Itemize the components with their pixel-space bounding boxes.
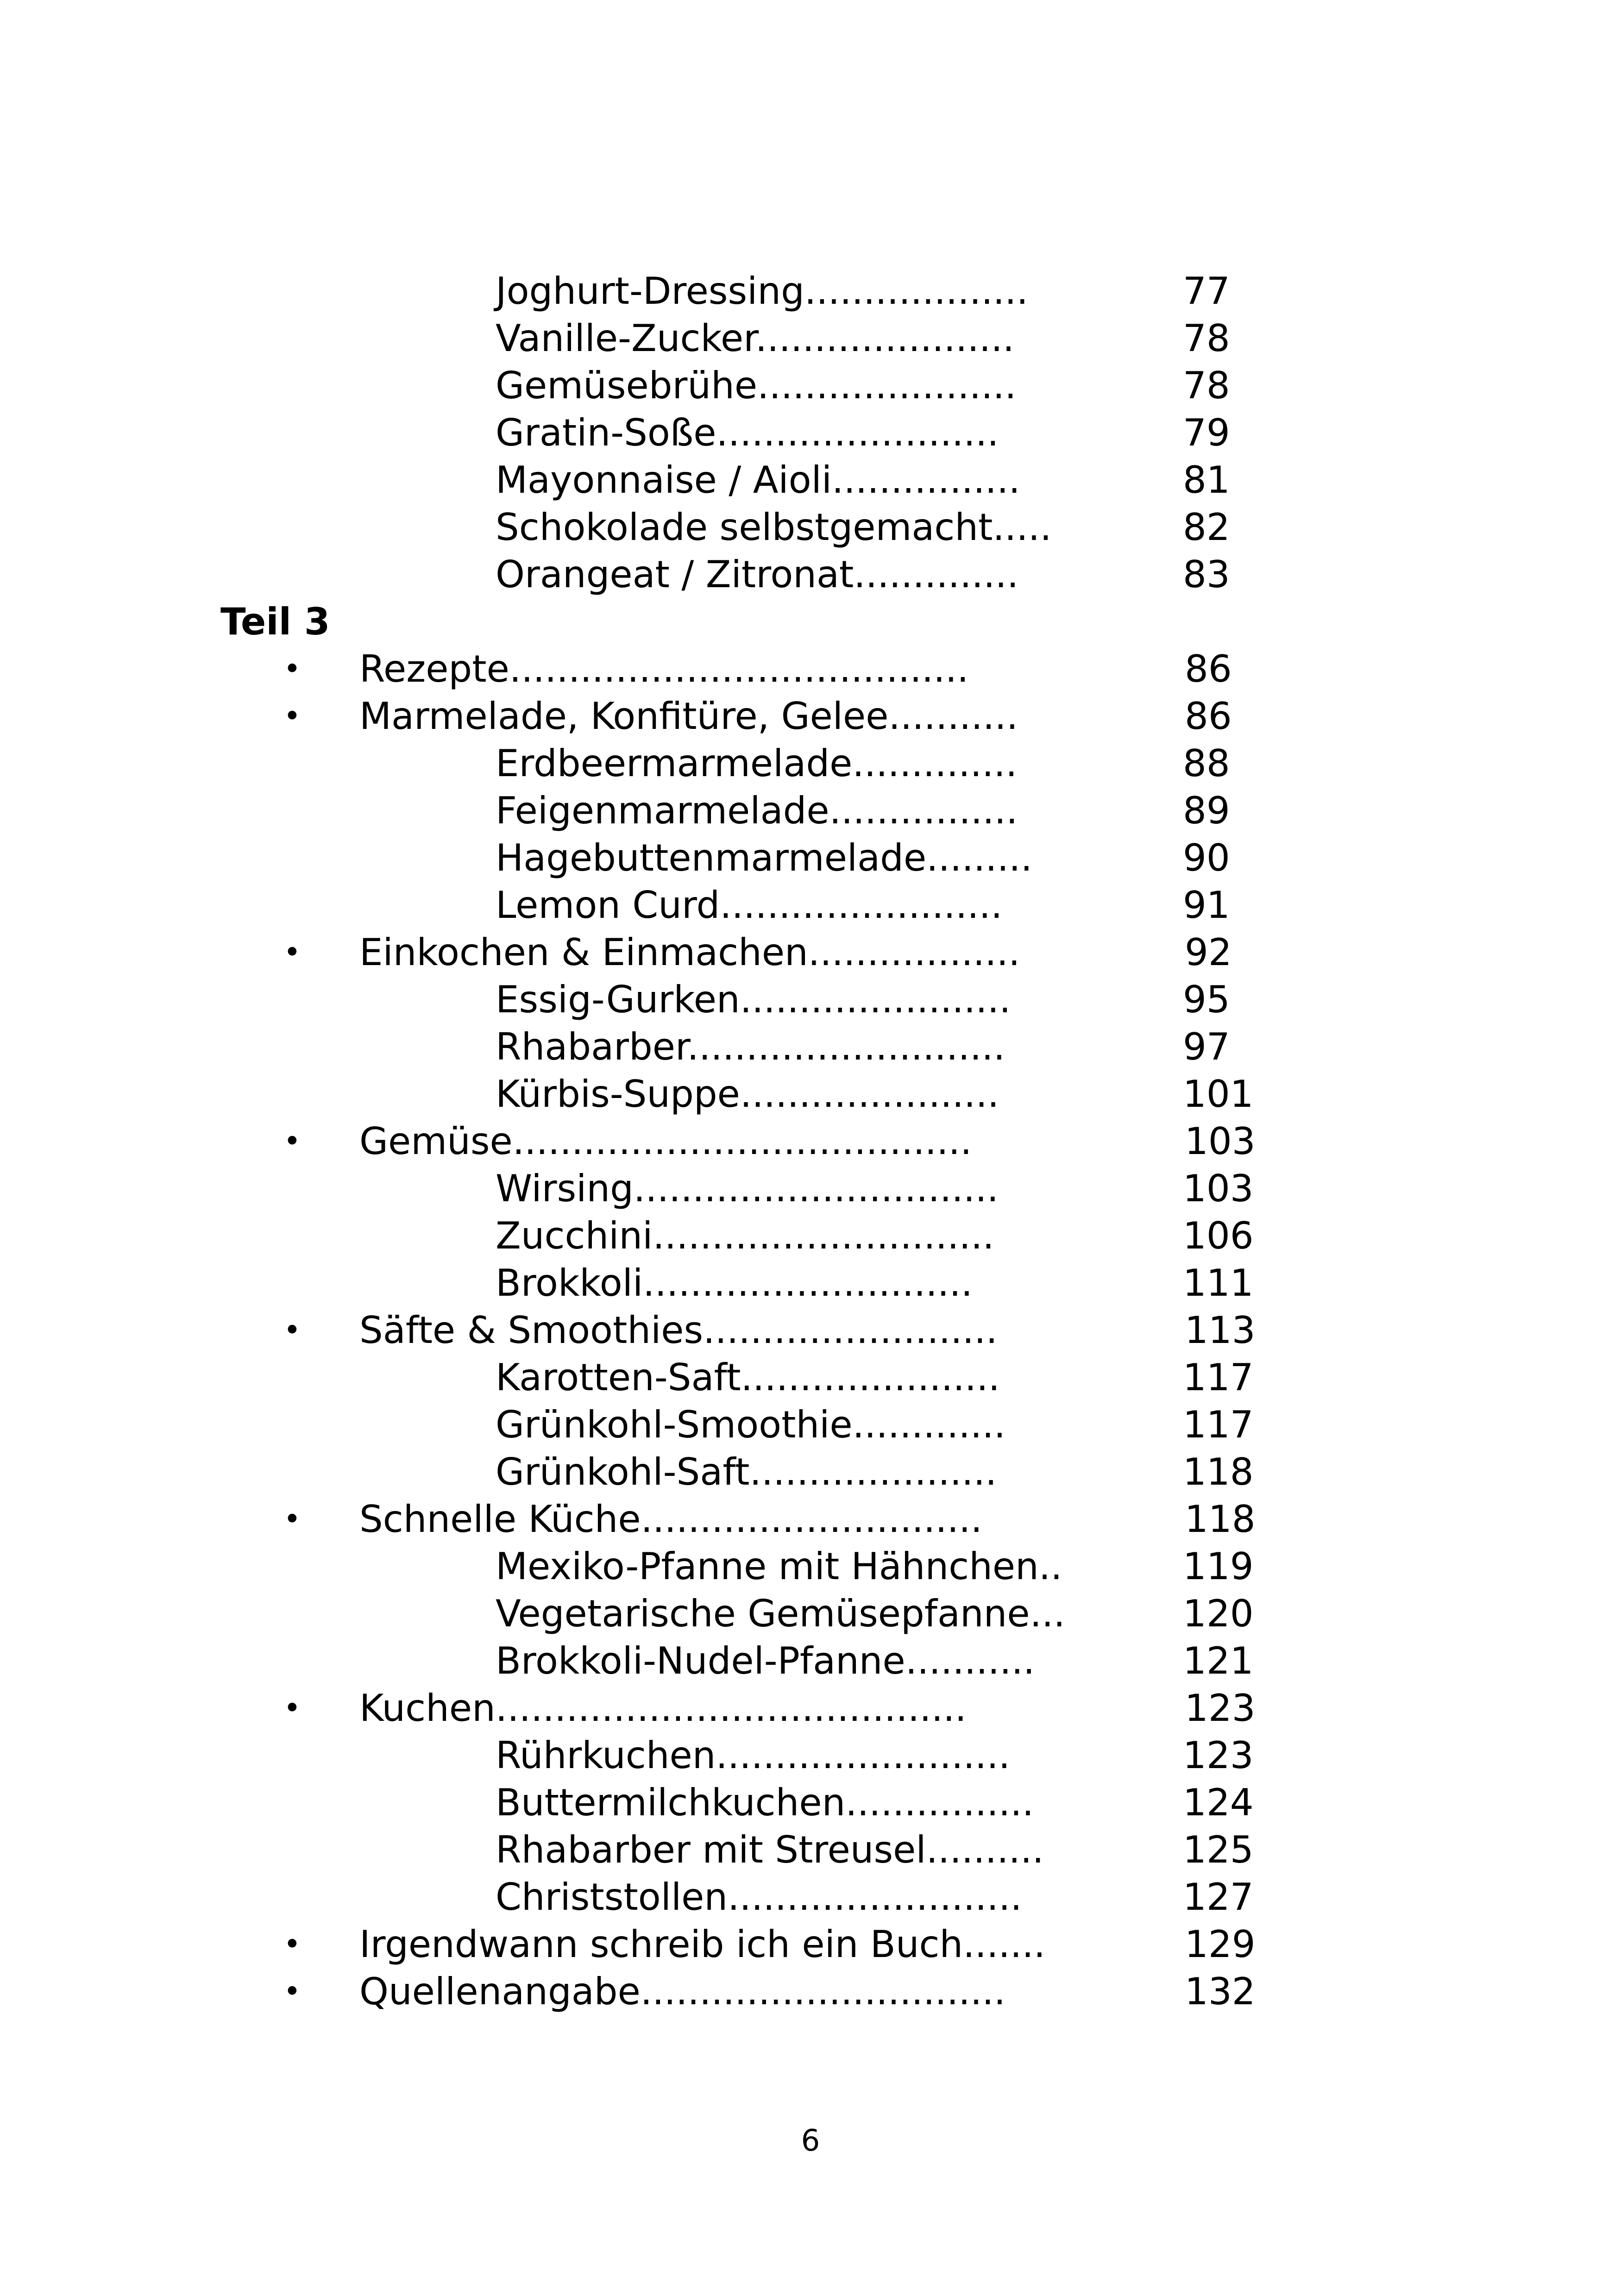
toc-row xyxy=(0,787,1621,834)
toc-row xyxy=(0,409,1621,457)
toc-row xyxy=(0,1260,1621,1307)
toc-entry-page: 123 xyxy=(1185,1687,1256,1730)
toc-entry-page: 106 xyxy=(1183,1214,1254,1257)
toc-entry-title: Säfte & Smoothies......................... xyxy=(359,1309,998,1352)
toc-entry-title: Schokolade selbstgemacht..... xyxy=(496,506,1052,549)
toc-entry-page: 125 xyxy=(1183,1828,1254,1871)
toc-entry-page: 82 xyxy=(1183,506,1230,549)
toc-row xyxy=(0,315,1621,362)
toc-entry-title: Lemon Curd........................ xyxy=(496,884,1003,927)
toc-entry-title: Kürbis-Suppe...................... xyxy=(496,1073,999,1116)
toc-row xyxy=(0,1212,1621,1260)
toc-entry-page: 103 xyxy=(1185,1120,1256,1163)
toc-row xyxy=(0,929,1621,976)
bullet-icon: • xyxy=(283,1691,301,1725)
toc-entry-title: Feigenmarmelade................ xyxy=(496,789,1018,832)
toc-row xyxy=(0,457,1621,504)
toc-entry-title: Rührkuchen......................... xyxy=(496,1734,1011,1777)
toc-entry-page: 86 xyxy=(1185,695,1232,738)
toc-row xyxy=(0,1637,1621,1685)
toc-row xyxy=(0,1732,1621,1779)
bullet-icon: • xyxy=(283,699,301,734)
toc-entry-title: Karotten-Saft...................... xyxy=(496,1356,1000,1399)
toc-row xyxy=(0,268,1621,315)
toc-row xyxy=(0,976,1621,1023)
toc-row xyxy=(0,1685,1621,1732)
toc-entry-page: 117 xyxy=(1183,1356,1254,1399)
toc-row xyxy=(0,1779,1621,1826)
toc-entry-title: Rhabarber mit Streusel.......... xyxy=(496,1828,1044,1871)
toc-entry-title: Zucchini............................. xyxy=(496,1214,994,1257)
toc-entry-page: 127 xyxy=(1183,1876,1254,1919)
toc-entry-page: 79 xyxy=(1183,411,1230,454)
toc-entry-page: 78 xyxy=(1183,364,1230,407)
toc-row xyxy=(0,693,1621,740)
toc-row xyxy=(0,834,1621,882)
bullet-icon: • xyxy=(283,1313,301,1348)
toc-row xyxy=(0,1968,1621,2015)
toc-row xyxy=(0,1874,1621,1921)
toc-entry-page: 95 xyxy=(1183,978,1230,1021)
toc-entry-page: 101 xyxy=(1183,1073,1254,1116)
toc-entry-title: Wirsing............................... xyxy=(496,1167,999,1210)
toc-entry-title: Einkochen & Einmachen.................. xyxy=(359,931,1020,974)
bullet-icon: • xyxy=(283,1124,301,1159)
toc-entry-page: 119 xyxy=(1183,1545,1254,1588)
toc-entry-page: 123 xyxy=(1183,1734,1254,1777)
toc-entry-title: Rhabarber........................... xyxy=(496,1025,1005,1068)
toc-entry-page: 129 xyxy=(1185,1923,1256,1966)
toc-row xyxy=(0,1354,1621,1401)
toc-entry-title: Essig-Gurken....................... xyxy=(496,978,1011,1021)
section-heading-row xyxy=(0,598,1621,646)
toc-row xyxy=(0,504,1621,551)
toc-entry-page: 92 xyxy=(1185,931,1232,974)
toc-row xyxy=(0,740,1621,787)
toc-entry-title: Brokkoli............................ xyxy=(496,1261,973,1305)
toc-entry-title: Grünkohl-Smoothie............. xyxy=(496,1403,1006,1446)
toc-entry-page: 118 xyxy=(1185,1498,1256,1541)
toc-entry-title: Buttermilchkuchen................ xyxy=(496,1781,1034,1824)
toc-row xyxy=(0,1401,1621,1449)
toc-row xyxy=(0,1165,1621,1212)
toc-entry-page: 91 xyxy=(1183,884,1230,927)
toc-row xyxy=(0,1023,1621,1071)
toc-entry-title: Gemüse....................................... xyxy=(359,1120,972,1163)
toc-entry-title: Orangeat / Zitronat.............. xyxy=(496,553,1019,596)
toc-entry-page: 83 xyxy=(1183,553,1230,596)
toc-entry-page: 81 xyxy=(1183,458,1230,502)
toc-entry-title: Marmelade, Konfitüre, Gelee........... xyxy=(359,695,1018,738)
toc-entry-page: 78 xyxy=(1183,317,1230,360)
toc-row xyxy=(0,1449,1621,1496)
toc-row xyxy=(0,1118,1621,1165)
section-heading: Teil 3 xyxy=(220,600,330,643)
toc-entry-page: 124 xyxy=(1183,1781,1254,1824)
toc-entry-title: Grünkohl-Saft..................... xyxy=(496,1450,997,1493)
toc-entry-title: Gratin-Soße........................ xyxy=(496,411,999,454)
toc-row xyxy=(0,362,1621,409)
bullet-icon: • xyxy=(283,652,301,686)
bullet-icon: • xyxy=(283,1927,301,1962)
toc-entry-title: Schnelle Küche............................. xyxy=(359,1498,983,1541)
toc-row xyxy=(0,1071,1621,1118)
toc-row xyxy=(0,1496,1621,1543)
toc-entry-title: Mayonnaise / Aioli................ xyxy=(496,458,1020,502)
toc-entry-title: Gemüsebrühe...................... xyxy=(496,364,1017,407)
toc-row xyxy=(0,1543,1621,1590)
toc-row xyxy=(0,1921,1621,1968)
toc-entry-title: Joghurt-Dressing................... xyxy=(496,270,1029,313)
toc-row xyxy=(0,1590,1621,1637)
toc-row xyxy=(0,882,1621,929)
toc-entry-page: 120 xyxy=(1183,1592,1254,1635)
toc-entry-title: Kuchen........................................ xyxy=(359,1687,967,1730)
toc-row xyxy=(0,551,1621,598)
toc-entry-page: 132 xyxy=(1185,1970,1256,2013)
toc-row xyxy=(0,1826,1621,1874)
toc-entry-title: Vegetarische Gemüsepfanne... xyxy=(496,1592,1065,1635)
toc-entry-title: Rezepte....................................... xyxy=(359,647,969,690)
toc-entry-page: 111 xyxy=(1183,1261,1254,1305)
toc-entry-page: 89 xyxy=(1183,789,1230,832)
toc-entry-page: 88 xyxy=(1183,742,1230,785)
toc-entry-page: 118 xyxy=(1183,1450,1254,1493)
toc-entry-page: 90 xyxy=(1183,836,1230,879)
bullet-icon: • xyxy=(283,935,301,970)
toc-entry-title: Vanille-Zucker...................... xyxy=(496,317,1015,360)
toc-entry-title: Irgendwann schreib ich ein Buch....... xyxy=(359,1923,1046,1966)
toc-entry-title: Mexiko-Pfanne mit Hähnchen.. xyxy=(496,1545,1062,1588)
toc-entry-title: Brokkoli-Nudel-Pfanne........... xyxy=(496,1639,1035,1682)
toc-row xyxy=(0,646,1621,693)
toc-entry-page: 77 xyxy=(1183,270,1230,313)
toc-entry-title: Hagebuttenmarmelade......... xyxy=(496,836,1033,879)
toc-entry-title: Christstollen......................... xyxy=(496,1876,1022,1919)
toc-entry-page: 97 xyxy=(1183,1025,1230,1068)
toc-entry-title: Quellenangabe............................... xyxy=(359,1970,1006,2013)
toc-entry-page: 121 xyxy=(1183,1639,1254,1682)
toc-entry-page: 117 xyxy=(1183,1403,1254,1446)
toc-entry-page: 113 xyxy=(1185,1309,1256,1352)
bullet-icon: • xyxy=(283,1502,301,1537)
bullet-icon: • xyxy=(283,1975,301,2009)
toc-entry-title: Erdbeermarmelade.............. xyxy=(496,742,1018,785)
toc-row xyxy=(0,1307,1621,1354)
toc-entry-page: 86 xyxy=(1185,647,1232,690)
page-number: 6 xyxy=(801,2124,820,2158)
toc-entry-page: 103 xyxy=(1183,1167,1254,1210)
